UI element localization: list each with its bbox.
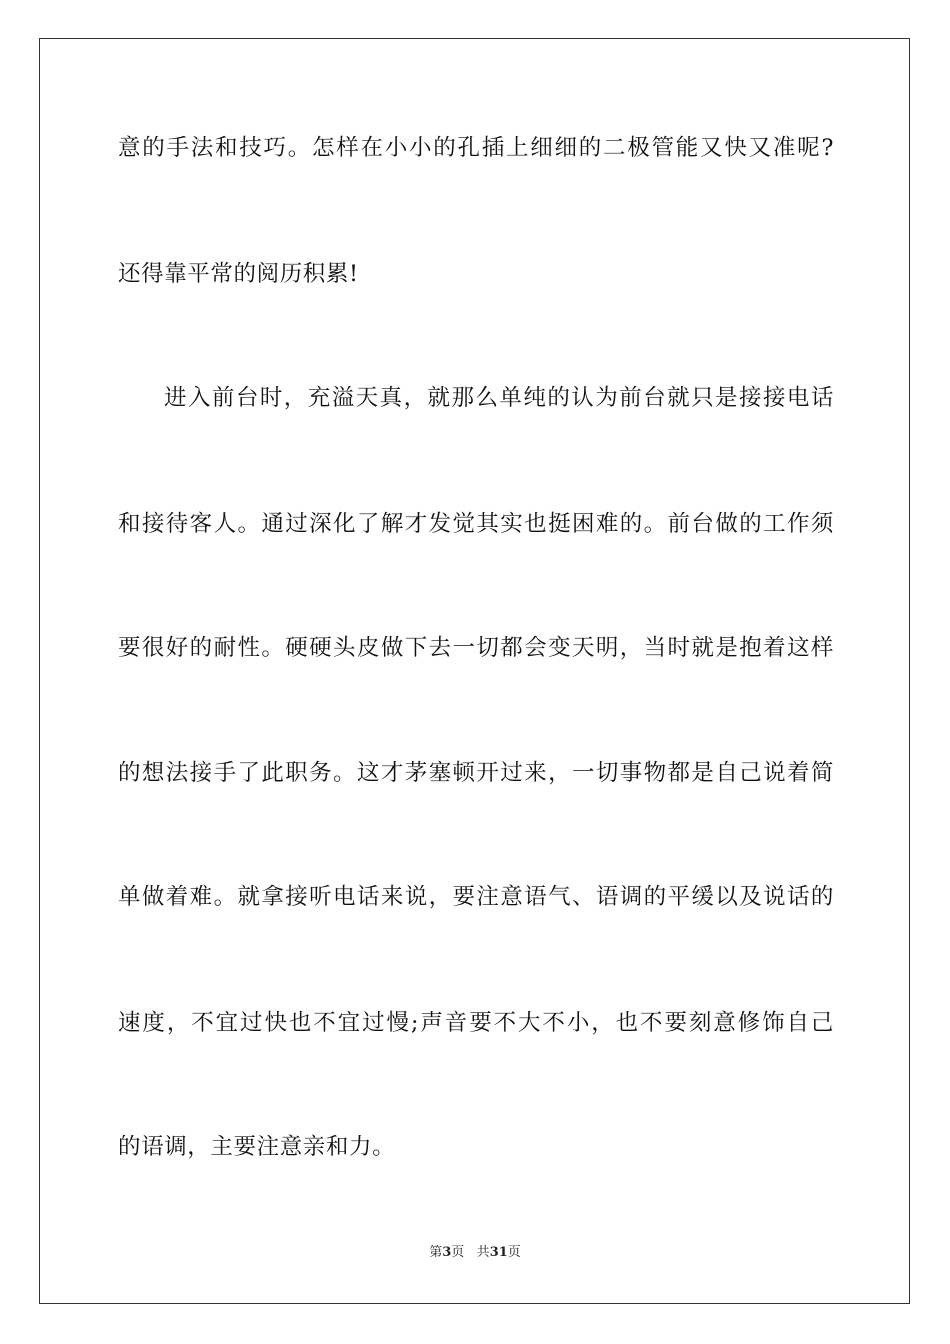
- text-line-9: 的语调，主要注意亲和力。: [118, 1134, 396, 1160]
- text-line-5: 要很好的耐性。硬硬头皮做下去一切都会变天明，当时就是抱着这样: [118, 635, 834, 661]
- text-line-2: 还得靠平常的阅历积累!: [118, 261, 359, 287]
- footer-prefix: 第: [429, 1245, 443, 1260]
- footer-total-prefix: 共: [476, 1245, 490, 1260]
- page-border: [39, 38, 910, 1304]
- text-line-6: 的想法接手了此职务。这才茅塞顿开过来，一切事物都是自己说着简: [118, 760, 834, 786]
- text-line-1: 意的手法和技巧。怎样在小小的孔插上细细的二极管能又快又准呢?: [118, 135, 834, 161]
- footer-page-unit: 页: [451, 1245, 465, 1260]
- footer-total-pages: 31: [489, 1245, 508, 1260]
- text-line-4: 和接待客人。通过深化了解才发觉其实也挺困难的。前台做的工作须: [118, 511, 834, 537]
- page-footer: [0, 1244, 950, 1262]
- text-line-3: 进入前台时，充溢天真，就那么单纯的认为前台就只是接接电话: [164, 385, 834, 411]
- footer-current-page: 3: [442, 1245, 452, 1260]
- text-line-8: 速度，不宜过快也不宜过慢;声音要不大不小，也不要刻意修饰自己: [118, 1010, 834, 1036]
- text-line-7: 单做着难。就拿接听电话来说，要注意语气、语调的平缓以及说话的: [118, 884, 834, 910]
- footer-total-unit: 页: [507, 1245, 521, 1260]
